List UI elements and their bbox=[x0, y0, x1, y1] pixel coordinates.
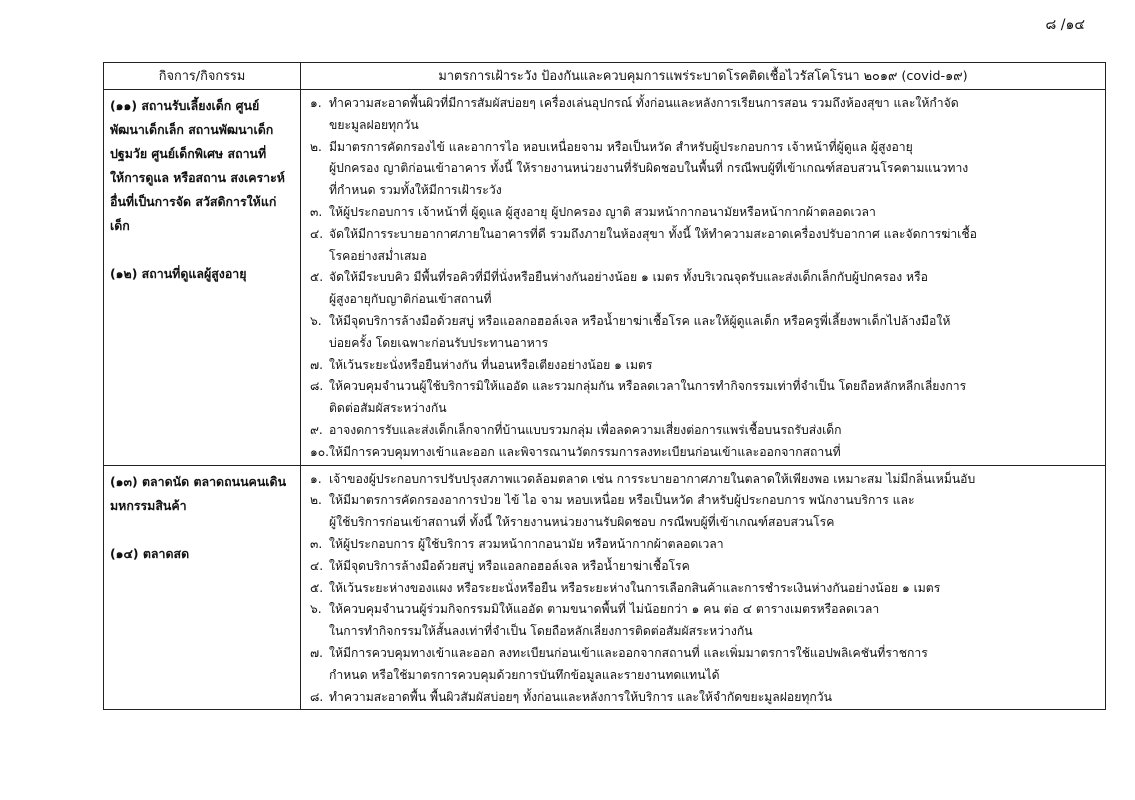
measure-number: ๔. bbox=[310, 558, 324, 573]
measure-number: ๕. bbox=[310, 270, 324, 285]
activity-category: (๑๑) สถานรับเลี้ยงเด็ก ศูนย์ พัฒนาเด็กเล็ก สถานพัฒนาเด็ก ปฐมวัย ศูนย์เด็กพิเศษ สถานที่ ให้การดูแล หรือสถาน สงเคราะห์อื่นที่เป็นการจัด สวัสดิการให้แก่เด็ก bbox=[110, 98, 285, 233]
measure-text bbox=[329, 311, 950, 355]
measure-line: ให้มีจุดบริการล้างมือด้วยสบู่ หรือแอลกอฮอล์เจล หรือน้ำยาฆ่าเชื้อโรค bbox=[329, 558, 690, 573]
measure-line: ให้ควบคุมจำนวนผู้ร่วมกิจกรรมมิให้แออัด ตามขนาดพื้นที่ ไม่น้อยกว่า ๑ คน ต่อ ๔ ตารางเมตรหรือลดเวลา bbox=[329, 602, 880, 617]
measure-item bbox=[310, 202, 1099, 224]
measure-line: จัดให้มีการระบายอากาศภายในอาคารที่ดี รวมถึงภายในห้องสุขา ทั้งนี้ ให้ทำความสะอาดเครื่องปรับอากาศ และจัดการฆ่าเชื้อ bbox=[329, 226, 977, 241]
measure-text bbox=[329, 490, 915, 534]
measure-line: ผู้ใช้บริการก่อนเข้าสถานที่ ทั้งนี้ ให้รายงานหน่วยงานรับผิดชอบ กรณีพบผู้ที่เข้าเกณฑ์สอบสวนโรค bbox=[329, 515, 835, 530]
measure-item bbox=[310, 643, 1099, 687]
measure-number: ๖. bbox=[310, 602, 322, 617]
measure-number: ๒. bbox=[310, 493, 322, 508]
measure-line: ขยะมูลฝอยทุกวัน bbox=[329, 117, 419, 132]
activity-category: (๑๓) ตลาดนัด ตลาดถนนคนเดิน มหกรรมสินค้า bbox=[110, 473, 287, 513]
measure-line: เจ้าของผู้ประกอบการปรับปรุงสภาพแวดล้อมตลาด เช่น การระบายอากาศภายในตลาดให้เพียงพอ เหมาะสม ไม่มีกลิ่นเหม็นอับ bbox=[329, 471, 976, 486]
measure-item bbox=[310, 311, 1099, 355]
measure-text bbox=[329, 599, 879, 643]
measure-number: ๑. bbox=[310, 471, 322, 486]
measure-text bbox=[329, 420, 842, 442]
measures-cell bbox=[301, 465, 1106, 710]
spacer bbox=[110, 238, 295, 262]
table-row bbox=[104, 465, 1106, 710]
table-header-row bbox=[104, 63, 1106, 90]
measure-number: ๗. bbox=[310, 357, 324, 372]
table-row bbox=[104, 90, 1106, 466]
measure-number: ๓. bbox=[310, 204, 323, 219]
measure-item bbox=[310, 420, 1099, 442]
measure-item bbox=[310, 534, 1099, 556]
measure-text bbox=[329, 556, 690, 578]
measures-table bbox=[103, 62, 1106, 710]
activity-category: (๑๔) ตลาดสด bbox=[110, 545, 190, 561]
measure-number: ๖. bbox=[310, 313, 322, 328]
measure-text bbox=[329, 376, 966, 420]
measure-item bbox=[310, 224, 1099, 268]
measure-item bbox=[310, 599, 1099, 643]
measure-item bbox=[310, 376, 1099, 420]
measure-text bbox=[329, 687, 832, 709]
measure-text bbox=[329, 578, 940, 600]
measure-line: ที่กำหนด รวมทั้งให้มีการเฝ้าระวัง bbox=[329, 183, 502, 198]
measure-line: ให้เว้นระยะห่างของแผง หรือระยะนั่งหรือยืน หรือระยะห่างในการเลือกสินค้าและการชำระเงินห่างกันอย่างน้อย ๑ เมตร bbox=[329, 580, 941, 595]
measure-text bbox=[329, 534, 724, 556]
activity-cell bbox=[104, 465, 301, 710]
measure-item bbox=[310, 687, 1099, 709]
measure-text bbox=[329, 469, 975, 491]
measure-number: ๗. bbox=[310, 645, 324, 660]
measure-item bbox=[310, 578, 1099, 600]
measure-line: ให้ผู้ประกอบการ ผู้ใช้บริการ สวมหน้ากากอนามัย หรือหน้ากากผ้าตลอดเวลา bbox=[329, 536, 724, 551]
page-number: ๘ /๑๔ bbox=[1045, 17, 1085, 33]
measure-number: ๙. bbox=[310, 422, 323, 437]
measure-number: ๑. bbox=[310, 96, 322, 110]
measure-number: ๘. bbox=[310, 689, 324, 704]
measure-line: ให้มีจุดบริการล้างมือด้วยสบู่ หรือแอลกอฮอล์เจล หรือน้ำยาฆ่าเชื้อโรค และให้ผู้ดูแลเด็ก หรือครูพี่เลี้ยงพาเด็กไปล้างมือให้ bbox=[329, 313, 951, 328]
spacer bbox=[110, 518, 295, 542]
measure-line: กำหนด หรือใช้มาตรการควบคุมด้วยการบันทึกข้อมูลและรายงานทดแทนได้ bbox=[329, 667, 720, 682]
measure-line: ทำความสะอาดพื้นผิวที่มีการสัมผัสบ่อยๆ เครื่องเล่นอุปกรณ์ ทั้งก่อนและหลังการเรียนการสอน รวมถึงห้องสุขา และให้กำจัด bbox=[329, 96, 959, 110]
measure-item bbox=[310, 355, 1099, 377]
measure-text bbox=[329, 224, 977, 268]
measure-number: ๘. bbox=[310, 379, 324, 394]
measure-line: บ่อยครั้ง โดยเฉพาะก่อนรับประทานอาหาร bbox=[329, 335, 549, 350]
measure-item bbox=[310, 556, 1099, 578]
measure-text bbox=[329, 202, 876, 224]
measure-item bbox=[310, 469, 1099, 491]
measure-number: ๔. bbox=[310, 226, 324, 241]
header-measures: มาตรการเฝ้าระวัง ป้องกันและควบคุมการแพร่ระบาดโรคติดเชื้อไวรัสโคโรนา ๒๐๑๙ (covid-๑๙) bbox=[301, 63, 1106, 90]
activity-category: (๑๒) สถานที่ดูแลผู้สูงอายุ bbox=[110, 266, 247, 281]
measure-text bbox=[329, 355, 652, 377]
measure-text bbox=[329, 643, 928, 687]
measure-number: ๑๐. bbox=[310, 444, 330, 459]
measure-line: ติดต่อสัมผัสระหว่างกัน bbox=[329, 401, 447, 416]
activity-cell bbox=[104, 90, 301, 466]
measures-cell bbox=[301, 90, 1106, 466]
measure-line: มีมาตรการคัดกรองไข้ และอาการไอ หอบเหนื่อยจาม หรือเป็นหวัด สำหรับผู้ประกอบการ เจ้าหน้าที่ผู้ดูแล ผู้สูงอายุ bbox=[329, 139, 913, 154]
measure-text bbox=[329, 442, 841, 464]
measure-text bbox=[329, 267, 928, 311]
measure-line: โรคอย่างสม่ำเสมอ bbox=[329, 248, 427, 263]
measure-number: ๒. bbox=[310, 139, 322, 154]
measure-line: ให้ควบคุมจำนวนผู้ใช้บริการมิให้แออัด และรวมกลุ่มกัน หรือลดเวลาในการทำกิจกรรมเท่าที่จำเป็น โดยถือหลักหลีกเลี่ยงการ bbox=[329, 379, 967, 394]
measure-line: ผู้สูงอายุกับญาติก่อนเข้าสถานที่ bbox=[329, 292, 492, 307]
measure-text bbox=[329, 93, 959, 137]
measure-line: ในการทำกิจกรรมให้สั้นลงเท่าที่จำเป็น โดยถือหลักเลี่ยงการติดต่อสัมผัสระหว่างกัน bbox=[329, 624, 753, 639]
measure-line: ให้มีการควบคุมทางเข้าและออก ลงทะเบียนก่อนเข้าและออกจากสถานที่ และเพิ่มมาตรการใช้แอปพลิเคชันที่ราชการ bbox=[329, 645, 928, 660]
measure-item bbox=[310, 137, 1099, 202]
measure-item bbox=[310, 93, 1099, 137]
measure-item bbox=[310, 490, 1099, 534]
measure-line: ให้มีการควบคุมทางเข้าและออก และพิจารณานวัตกรรมการลงทะเบียนก่อนเข้าและออกจากสถานที่ bbox=[329, 444, 841, 459]
measure-number: ๕. bbox=[310, 580, 324, 595]
measure-line: ผู้ปกครอง ญาติก่อนเข้าอาคาร ทั้งนี้ ให้รายงานหน่วยงานที่รับผิดชอบในพื้นที่ กรณีพบผู้ที่เข้าเกณฑ์สอบสวนโรคตามแนวทาง bbox=[329, 161, 969, 176]
measure-item bbox=[310, 267, 1099, 311]
measure-number: ๓. bbox=[310, 536, 323, 551]
measure-line: อาจงดการรับและส่งเด็กเล็กจากที่บ้านแบบรวมกลุ่ม เพื่อลดความเสี่ยงต่อการแพร่เชื้อบนรถรับส่งเด็ก bbox=[329, 422, 842, 437]
measure-line: ทำความสะอาดพื้น พื้นผิวสัมผัสบ่อยๆ ทั้งก่อนและหลังการให้บริการ และให้จำกัดขยะมูลฝอยทุกวัน bbox=[329, 689, 832, 704]
measure-text bbox=[329, 137, 968, 202]
measure-line: ให้มีมาตรการคัดกรองอาการป่วย ไข้ ไอ จาม หอบเหนื่อย หรือเป็นหวัด สำหรับผู้ประกอบการ พนักงานบริการ และ bbox=[329, 493, 915, 508]
measure-line: ให้ผู้ประกอบการ เจ้าหน้าที่ ผู้ดูแล ผู้สูงอายุ ผู้ปกครอง ญาติ สวมหน้ากากอนามัยหรือหน้ากากผ้าตลอดเวลา bbox=[329, 204, 876, 219]
measure-line: จัดให้มีระบบคิว มีพื้นที่รอคิวที่มีที่นั่งหรือยืนห่างกันอย่างน้อย ๑ เมตร ทั้งบริเวณจุดรับและส่งเด็กเล็กกับผู้ปกครอง หรือ bbox=[329, 270, 928, 285]
measure-line: ให้เว้นระยะนั่งหรือยืนห่างกัน ที่นอนหรือเตียงอย่างน้อย ๑ เมตร bbox=[329, 357, 653, 372]
header-activity: กิจการ/กิจกรรม bbox=[104, 63, 301, 90]
measure-item bbox=[310, 442, 1099, 464]
